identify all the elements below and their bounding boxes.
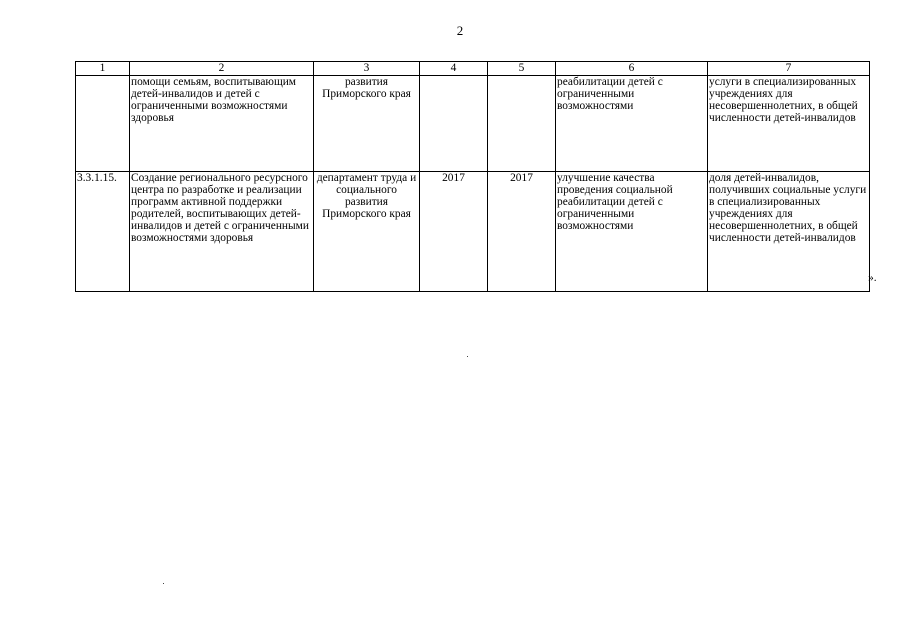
program-table [75,61,870,292]
indicator-cell: услуги в специализированных учреждениях для несовершеннолетних, в общей численности детей-инвалидов [708,76,870,172]
column-header: 4 [420,62,488,76]
start-year-cell [420,76,488,172]
row-number-cell [76,76,130,172]
result-cell: улучшение качества проведения социальной реабилитации детей с ограниченными возможностями [556,172,708,292]
activity-cell: Создание регионального ресурсного центра по разработке и реализации программ активной поддержки родителей, воспитывающих детей-инвалидов и детей с ограниченными возможностями здоровья [130,172,314,292]
start-year-cell: 2017 [420,172,488,292]
table-row [76,76,870,172]
scan-speck [467,356,468,357]
row-number-cell: 3.3.1.15. [76,172,130,292]
column-header: 7 [708,62,870,76]
page-number: 2 [456,23,464,38]
column-header: 5 [488,62,556,76]
executor-cell: развития Приморского края [314,76,420,172]
executor-cell: департамент труда и социального развития Приморского края [314,172,420,292]
column-header: 6 [556,62,708,76]
activity-cell: помощи семьям, воспитывающим детей-инвалидов и детей с ограниченными возможностями здоровья [130,76,314,172]
scan-speck [163,583,164,584]
result-cell: реабилитации детей с ограниченными возможностями [556,76,708,172]
column-header: 3 [314,62,420,76]
closing-quote-mark: ». [868,272,877,284]
column-header: 2 [130,62,314,76]
indicator-cell: доля детей-инвалидов, получивших социальные услуги в специализированных учреждениях для несовершеннолетних, в общей численности детей-инвалидов [708,172,870,292]
end-year-cell: 2017 [488,172,556,292]
table-row [76,172,870,292]
table-header-row [76,62,870,76]
column-header: 1 [76,62,130,76]
end-year-cell [488,76,556,172]
